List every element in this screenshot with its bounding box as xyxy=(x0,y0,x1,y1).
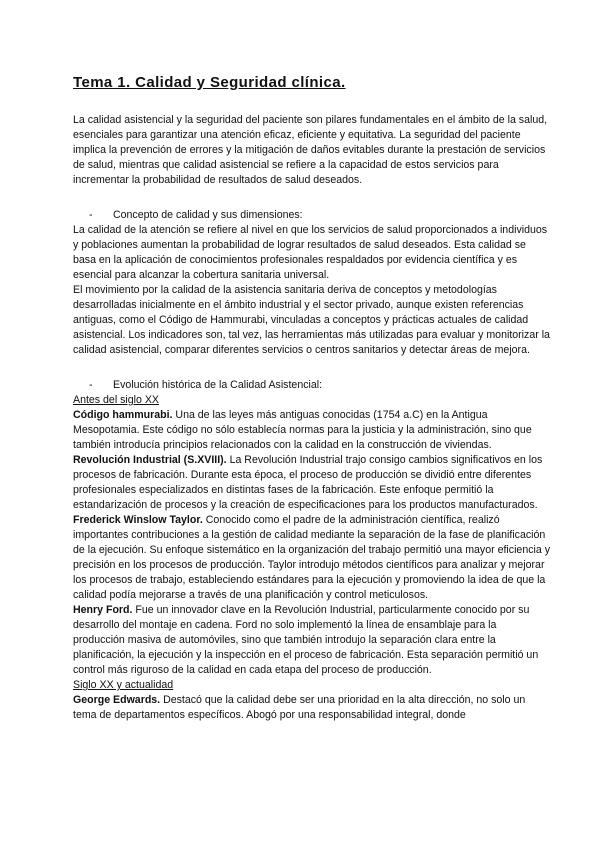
entry-text: Conocido como el padre de la administración científica, realizó importantes contribuciones a la gestión de calidad mediante la separación de la fase de planificación de la ejecución. Su enfoque sistemático en la organización del trabajo permitió una mayor eficiencia y precisión en los procesos de producción. Taylor introdujo métodos científicos para analizar y mejorar los procesos de trabajo, estableciendo estándares para la ejecución y promoviendo la idea de que la calidad podía mejorarse a través de una planificación y control meticulosos. xyxy=(73,514,550,601)
entry-text: Destacó que la calidad debe ser una prioridad en la alta dirección, no solo un tema de departamentos específicos. Abogó por una responsabilidad integral, donde xyxy=(73,694,526,721)
entry-term: Código hammurabi. xyxy=(73,409,173,421)
subheading-siglo-xx: Siglo XX y actualidad xyxy=(73,679,174,691)
entry-text: Fue un innovador clave en la Revolución Industrial, particularmente conocido por su desarrollo del montaje en cadena. Ford no solo implementó la línea de ensamblaje para la producción masiva de automóviles, sino que también introdujo la separación clara entre la planificación, la ejecución y la inspección en el proceso de fabricación. Esta separación permitió un control más riguroso de la calidad en cada etapa del proceso de producción. xyxy=(73,604,539,676)
entry-text: Una de las leyes más antiguas conocidas (1754 a.C) en la Antigua Mesopotamia. Este código no sólo establecía normas para la justicia y la administración, sino que también introducía principios relacionados con la calidad en la construcción de viviendas. xyxy=(73,409,532,451)
entry-text: La Revolución Industrial trajo consigo cambios significativos en los procesos de fabricación. Durante esta época, el proceso de producción se dividió entre diferentes profesionales especializados en distintas fases de la fabricación. Este enfoque permitió la estandarización de procesos y la creación de especificaciones para los productos manufacturados. xyxy=(73,454,543,511)
entry-paragraph xyxy=(73,513,550,603)
bullet-evolucion xyxy=(73,378,550,393)
entry-term: George Edwards. xyxy=(73,694,161,706)
entry-term: Frederick Winslow Taylor. xyxy=(73,514,203,526)
bullet-label: Evolución histórica de la Calidad Asistencial: xyxy=(113,379,323,391)
entry-paragraph xyxy=(73,453,550,513)
bullet-dash: - xyxy=(89,209,93,221)
entry-paragraph xyxy=(73,603,550,678)
subheading-antes-siglo-xx: Antes del siglo XX xyxy=(73,394,159,406)
bullet-concepto xyxy=(73,208,550,223)
entry-term: Henry Ford. xyxy=(73,604,133,616)
concepto-paragraph-1: La calidad de la atención se refiere al nivel en que los servicios de salud proporcionados a individuos y poblaciones aumentan la probabilidad de lograr resultados de salud deseados. Esta calidad se basa en la aplicación de conocimientos profesionales respaldados por evidencia científica y es esencial para alcanzar la cobertura sanitaria universal. xyxy=(73,224,548,281)
intro-paragraph: La calidad asistencial y la seguridad del paciente son pilares fundamentales en el ámbito de la salud, esenciales para garantizar una atención eficaz, eficiente y equitativa. La seguridad del paciente implica la prevención de errores y la mitigación de daños evitables durante la prestación de servicios de salud, mientras que calidad asistencial se refiere a la capacidad de estos servicios para incrementar la probabilidad de resultados de salud deseados. xyxy=(73,114,548,186)
entry-term: Revolución Industrial (S.XVIII). xyxy=(73,454,227,466)
bullet-dash: - xyxy=(89,379,93,391)
page-title: Tema 1. Calidad y Seguridad clínica. xyxy=(73,74,346,91)
entry-paragraph xyxy=(73,408,550,453)
bullet-label: Concepto de calidad y sus dimensiones: xyxy=(113,209,303,221)
concepto-paragraph-2: El movimiento por la calidad de la asistencia sanitaria deriva de conceptos y metodologías desarrolladas inicialmente en el ámbito industrial y el sector privado, aunque existen referencias antiguas, como el Código de Hammurabi, vinculadas a conceptos y prácticas actuales de calidad asistencial. Los indicadores son, tal vez, las herramientas más utilizadas para evaluar y monitorizar la calidad asistencial, comparar diferentes servicios o centros sanitarios y detectar áreas de mejora. xyxy=(73,284,550,356)
entry-paragraph xyxy=(73,693,550,723)
